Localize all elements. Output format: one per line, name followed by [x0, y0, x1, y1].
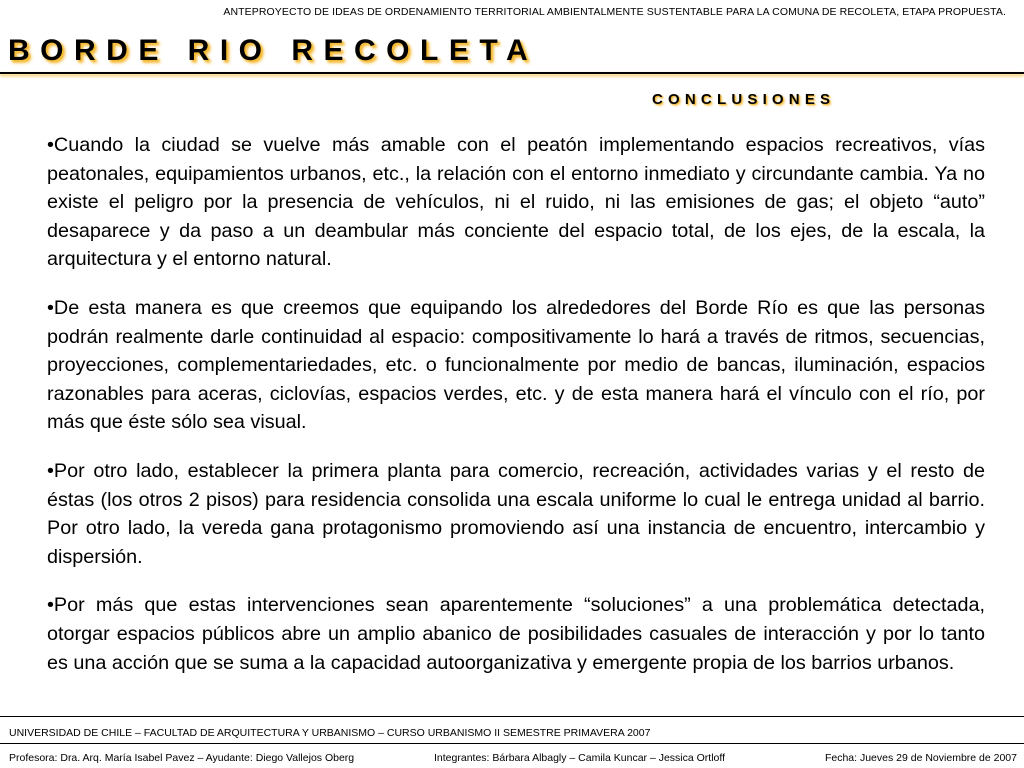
- conclusions-body: [47, 131, 985, 677]
- conclusion-paragraph-2: •De esta manera es que creemos que equipando los alrededores del Borde Río es que las personas podrán realmente darle continuidad al espacio: compositivamente lo hará a través de ritmos, secuencias, proyecciones, complementariedades, etc. o funcionalmente por medio de bancas, iluminación, espacios razonables para aceras, ciclovías, espacios verdes, etc. y de esta manera hará el vínculo con el río, por más que éste sólo sea visual.: [47, 296, 985, 434]
- footer-professors: Profesora: Dra. Arq. María Isabel Pavez – Ayudante: Diego Vallejos Oberg: [9, 752, 355, 764]
- title-divider: [0, 72, 1024, 74]
- footer-university: UNIVERSIDAD DE CHILE – FACULTAD DE ARQUITECTURA Y URBANISMO – CURSO URBANISMO II SEMESTRE PRIMAVERA 2007: [9, 727, 651, 739]
- footer-date: Fecha: Jueves 29 de Noviembre de 2007: [824, 752, 1017, 764]
- conclusion-paragraph-1: •Cuando la ciudad se vuelve más amable con el peatón implementando espacios recreativos, vías peatonales, equipamientos urbanos, etc., la relación con el entorno inmediato y circundante cambia. Ya no existe el peligro por la presencia de vehículos, ni el ruido, ni las emisiones de gas; el objeto “auto” desaparece y da paso a un deambular más conciente del espacio total, de los ejes, de la escala, la arquitectura y el entorno natural.: [47, 134, 985, 271]
- page-title: BORDE RIO RECOLETA: [8, 34, 539, 67]
- conclusion-paragraph-3: •Por otro lado, establecer la primera planta para comercio, recreación, actividades varias y el resto de éstas (los otros 2 pisos) para residencia consolida una escala uniforme lo cual le entrega unidad al barrio. Por otro lado, la vereda gana protagonismo promoviendo así una instancia de encuentro, intercambio y dispersión.: [47, 459, 985, 568]
- conclusion-paragraph-4: •Por más que estas intervenciones sean aparentemente “soluciones” a una problemática detectada, otorgar espacios públicos abre un amplio abanico de posibilidades casuales de interacción y por lo tanto es una acción que se suma a la capacidad autoorganizativa y emergente propia de los barrios urbanos.: [47, 594, 985, 674]
- footer-members: Integrantes: Bárbara Albagly – Camila Kuncar – Jessica Ortloff: [434, 752, 726, 764]
- section-heading: CONCLUSIONES: [652, 91, 836, 108]
- footer-divider-top: [0, 716, 1024, 717]
- footer-divider-bottom: [0, 743, 1024, 744]
- document-subtitle: ANTEPROYECTO DE IDEAS DE ORDENAMIENTO TERRITORIAL AMBIENTALMENTE SUSTENTABLE PARA LA COMUNA DE RECOLETA, ETAPA PROPUESTA.: [223, 6, 1006, 18]
